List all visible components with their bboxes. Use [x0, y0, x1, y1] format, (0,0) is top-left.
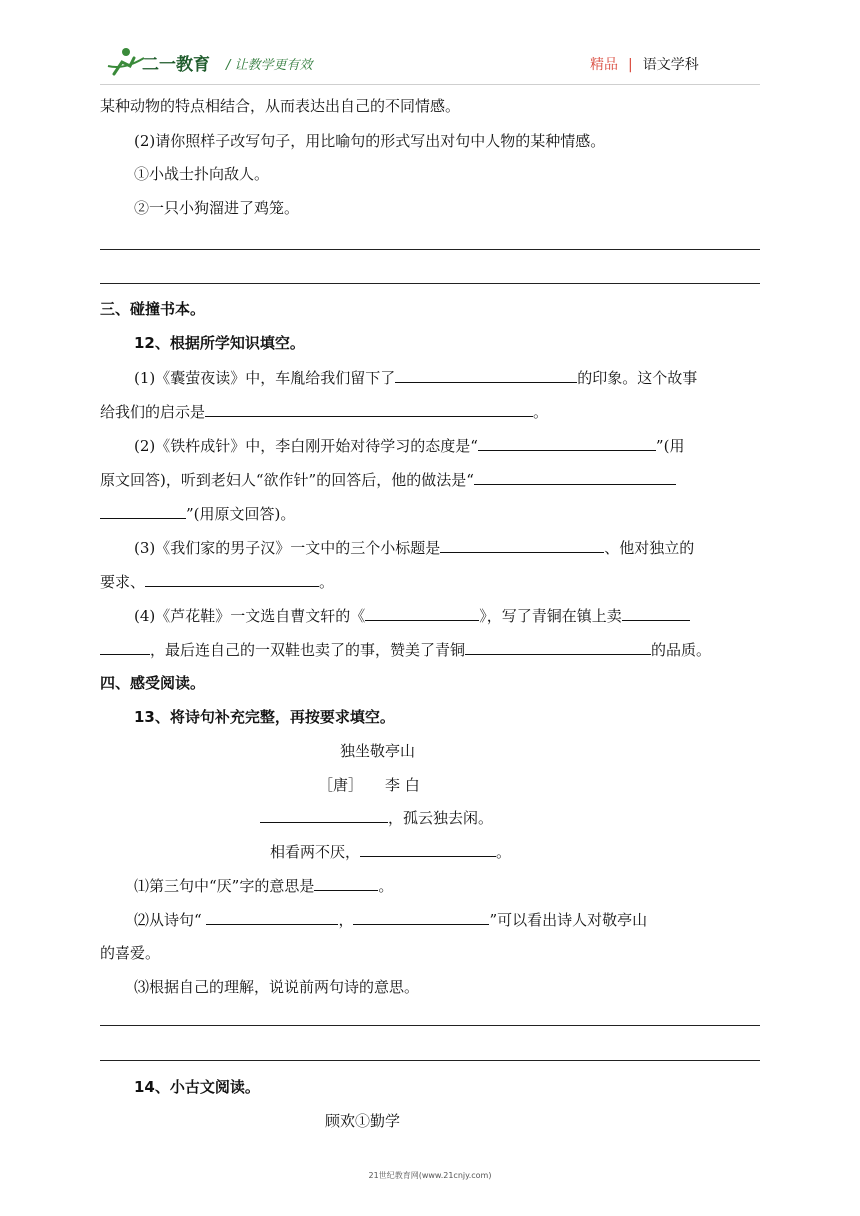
blank[interactable]: [100, 639, 150, 655]
footer: 21世纪教育网(www.21cnjy.com): [368, 1171, 492, 1180]
blank[interactable]: [145, 571, 319, 587]
section-3-heading: 三、碰撞书本。: [100, 300, 206, 318]
blank[interactable]: [360, 841, 496, 857]
question-11-2: (2)请你照样子改写句子，用比喻句的形式写出对句中人物的某种情感。: [134, 132, 606, 150]
question-12-4: [134, 605, 690, 626]
question-12-2-cont2: [100, 503, 295, 524]
blank[interactable]: [365, 605, 479, 621]
poem-dynasty: ［唐］: [318, 776, 364, 794]
poem-line-2-text-b: 。: [496, 843, 512, 861]
header-separator: |: [628, 57, 633, 73]
question-12-3-cont: [100, 571, 334, 592]
answer-line: [100, 1025, 760, 1026]
running-figure-icon: [108, 48, 144, 74]
q13-1-text-b: 。: [378, 877, 394, 895]
blank[interactable]: [478, 435, 656, 451]
q12-1-text-b: 的印象。这个故事: [577, 369, 698, 387]
question-12-1: [134, 367, 697, 388]
blank[interactable]: [622, 605, 690, 621]
logo: [104, 44, 344, 80]
section-4-heading: 四、感受阅读。: [100, 674, 206, 692]
sentence-2: ②一只小狗溜进了鸡笼。: [134, 199, 300, 217]
question-13: 13、将诗句补充完整，再按要求填空。: [134, 708, 395, 726]
blank[interactable]: [205, 401, 533, 417]
q12-3-text-b: 、他对独立的: [604, 539, 695, 557]
blank[interactable]: [314, 875, 378, 891]
logo-text: 二一教育: [142, 55, 210, 75]
answer-line: [100, 1060, 760, 1061]
question-12-2-cont: [100, 469, 676, 490]
q13-1-text-a: ⑴第三句中“厌”字的意思是: [134, 877, 315, 895]
q12-4-text-a: (4)《芦花鞋》一文选自曹文轩的《: [134, 607, 366, 625]
poem-line-2-text-a: 相看两不厌，: [270, 843, 361, 861]
quality-badge: 精品: [590, 57, 618, 73]
q13-2-text-b: ，: [338, 911, 354, 929]
header-subject: [590, 54, 699, 74]
blank[interactable]: [206, 909, 338, 925]
q12-3-text-d: 。: [319, 573, 335, 591]
slogan: / 让教学更有效: [226, 58, 313, 73]
q12-1-text-d: 。: [533, 403, 549, 421]
q13-2-text-c: ”可以看出诗人对敬亭山: [489, 911, 648, 929]
poem-line-1: [260, 807, 493, 828]
classical-text-title: 顾欢①勤学: [325, 1112, 401, 1130]
blank[interactable]: [440, 537, 604, 553]
q12-3-text-a: (3)《我们家的男子汉》一文中的三个小标题是: [134, 539, 441, 557]
q12-2-text-c: 原文回答)，听到老妇人“欲作针”的回答后，他的做法是“: [100, 471, 474, 489]
poem-title: 独坐敬亭山: [340, 742, 416, 760]
header-rule: [100, 84, 760, 85]
q12-1-text-c: 给我们的启示是: [100, 403, 206, 421]
paragraph-line: 某种动物的特点相结合，从而表达出自己的不同情感。: [100, 97, 461, 115]
question-13-1: [134, 875, 393, 896]
question-12-1-cont: [100, 401, 548, 422]
question-13-3: ⑶根据自己的理解，说说前两句诗的意思。: [134, 978, 420, 996]
poem-author: 李 白: [385, 776, 420, 794]
question-12-2: [134, 435, 684, 456]
question-14: 14、小古文阅读。: [134, 1078, 260, 1096]
question-13-2: [134, 909, 647, 930]
poem-line-2: [270, 841, 511, 862]
sentence-1: ①小战士扑向敌人。: [134, 165, 270, 183]
q12-4-text-d: 的品质。: [651, 641, 712, 659]
subject-label: 语文学科: [642, 57, 699, 73]
q12-2-text-d: ”(用原文回答)。: [186, 505, 296, 523]
question-13-2-cont: 的喜爱。: [100, 944, 161, 962]
blank[interactable]: [395, 367, 577, 383]
question-12-4-cont: [100, 639, 711, 660]
q12-4-text-c: ，最后连自己的一双鞋也卖了的事，赞美了青铜: [150, 641, 466, 659]
question-12-3: [134, 537, 694, 558]
q12-2-text-b: ”(用: [655, 437, 685, 455]
answer-line: [100, 283, 760, 284]
q12-4-text-b: 》，写了青铜在镇上卖: [479, 607, 622, 625]
q13-2-text-a: ⑵从诗句“: [134, 911, 207, 929]
q12-1-text-a: (1)《囊萤夜读》中，车胤给我们留下了: [134, 369, 396, 387]
q12-3-text-c: 要求、: [100, 573, 146, 591]
question-12: 12、根据所学知识填空。: [134, 334, 305, 352]
blank[interactable]: [474, 469, 676, 485]
blank[interactable]: [100, 503, 186, 519]
answer-line: [100, 249, 760, 250]
q12-2-text-a: (2)《铁杵成针》中，李白刚开始对待学习的态度是“: [134, 437, 478, 455]
poem-byline: [318, 775, 420, 795]
blank[interactable]: [353, 909, 489, 925]
blank[interactable]: [260, 807, 388, 823]
poem-line-1-text: ，孤云独去闲。: [388, 809, 494, 827]
blank[interactable]: [465, 639, 651, 655]
